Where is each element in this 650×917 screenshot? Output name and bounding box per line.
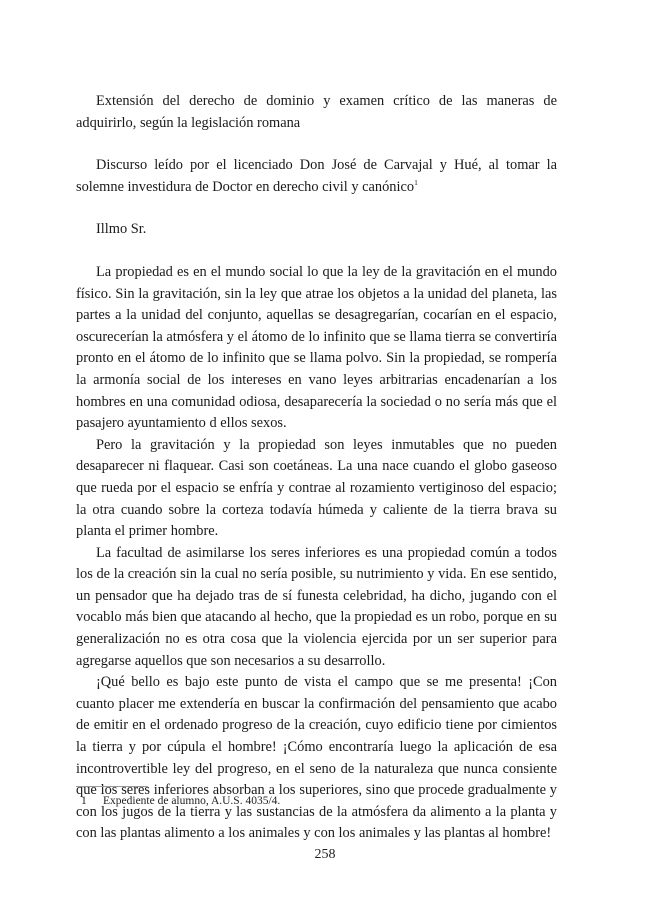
paragraph: ¡Qué bello es bajo este punto de vista el campo que se me presenta! ¡Con cuanto placer me extendería en buscar la confirmación del pensamiento que acabo de emitir en el ordenado progreso de la creación, cuyo edificio tiene por cimientos la tierra y por cúpula el hombre! ¡Cómo encontraría luego la aplicación de esa incontrovertible ley del progreso, en el seno de la naturaleza que nunca consiente que los seres inferiores absorban a los superiores, sino que procede gradualmente y con los jugos de la tierra y las sustancias de la atmósfera da alimento a la planta y con las plantas alimento a los animales y con los animales y las plantas al hombre!: [76, 674, 557, 842]
footnote: [81, 793, 280, 809]
paragraph: Pero la gravitación y la propiedad son leyes inmutables que no pueden desaparecer ni flaquear. Casi son coetáneas. La una nace cuando el globo gaseoso que rueda por el espacio se enfría y contrae al rozamiento vertiginoso del espacio; la otra cuando sobre la corteza todavía húmeda y caliente de la tierra brava su planta el primer hombre.: [76, 436, 557, 540]
page-body: [76, 91, 557, 845]
document-subtitle: [76, 155, 557, 198]
document-title: Extensión del derecho de dominio y examen crítico de las maneras de adquirirlo, según la legislación romana: [76, 93, 557, 131]
paragraph: La propiedad es en el mundo social lo que la ley de la gravitación en el mundo físico. Sin la gravitación, sin la ley que atrae los objetos a la unidad del planeta, las partes a la unidad del conjunto, aquellas se desagregarían, cocarían en el espacio, oscurecerían la atmósfera y el átomo de lo infinito que se llama tierra se convertiría pronto en el átomo de lo infinito que se llama polvo. Sin la propiedad, se rompería la armonía social de los intereses en vano leyes arbitrarias encadenarían a los hombres en una comunidad odiosa, desaparecería la sociedad o no sería más que el pasajero ayuntamiento d ellos sexos.: [76, 263, 557, 432]
footnote-divider: [76, 786, 148, 787]
paragraph: La facultad de asimilarse los seres inferiores es una propiedad común a todos los de la creación sin la cual no sería posible, su nutrimiento y vida. En ese sentido, un pensador que ha dejado tras de sí funesta celebridad, ha dicho, jugando con el vocablo más bien que atacando al hecho, que la propiedad es un robo, porque en su generalización no es otra cosa que la violencia ejercida por un ser superior para agregarse aquellos que son necesarios a su desarrollo.: [76, 544, 557, 669]
footnote-number: 1: [81, 795, 87, 807]
subtitle-text: Discurso leído por el licenciado Don José de Carvajal y Hué, al tomar la solemne investidura de Doctor en derecho civil y canónico: [76, 157, 557, 195]
footnote-ref[interactable]: 1: [414, 177, 418, 187]
salutation: Illmo Sr.: [96, 221, 147, 238]
footnote-text: Expediente de alumno, A.U.S. 4035/4.: [103, 795, 281, 807]
page-number: 258: [314, 847, 336, 862]
